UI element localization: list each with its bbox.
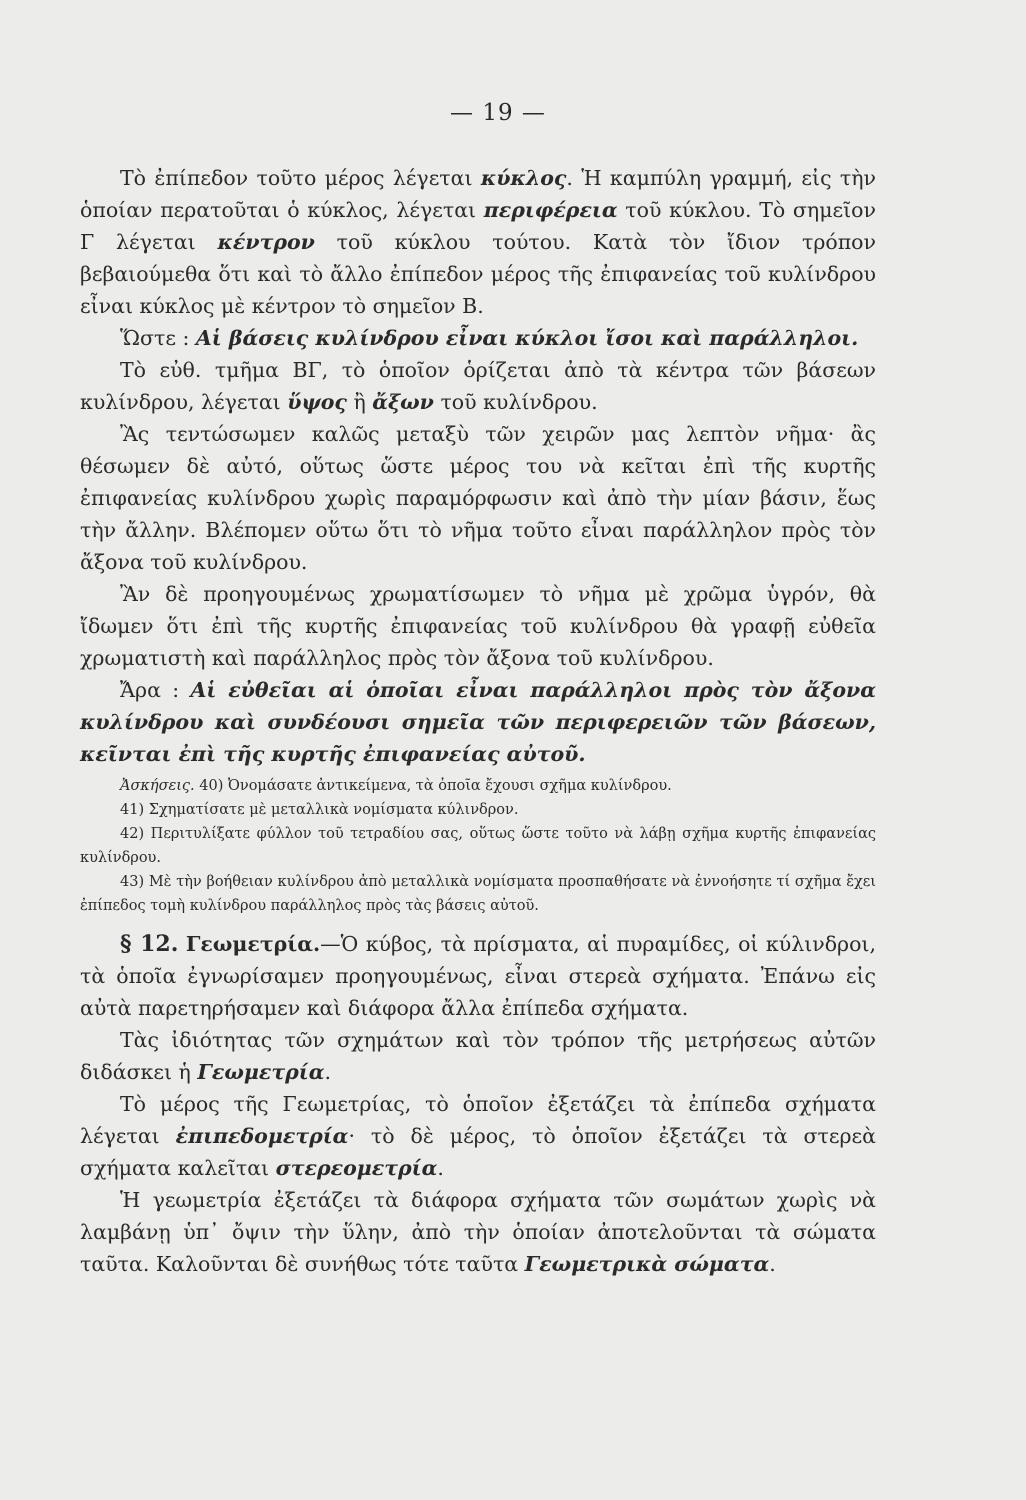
term-kentron: κέντρον [217, 230, 315, 254]
text: Ἂς τεντώσωμεν καλῶς μεταξὺ τῶν χειρῶν μας λεπτὸν νῆμα· ἂς θέσωμεν δὲ αὐτό, οὕτως ὥστε μέρος του νὰ κεῖται ἐπὶ τῆς κυρτῆς ἐπιφανείας κυλίνδρου χωρὶς παραμόρφωσιν καὶ ἀπὸ τὴν μίαν βάσιν, ἕως τὴν ἄλλην. Βλέπομεν οὕτω ὅτι τὸ νῆμα τοῦτο εἶναι παράλληλον πρὸς τὸν ἄξονα τοῦ κυλίνδρου. [80, 422, 876, 574]
term-kyklos: κύκλος [480, 166, 567, 190]
text: . Ἡ καμπύλη γραμμή, εἰς τὴν ὁποίαν περατοῦται ὁ κύκλος, λέγεται [80, 166, 876, 222]
rule-bases: Αἱ βάσεις κυλίνδρου εἶναι κύκλοι ἴσοι καὶ παράλληλοι. [195, 326, 859, 350]
text: Ὥστε : [120, 326, 196, 350]
text: · τὸ δὲ μέρος, τὸ ὁποῖον ἐξετάζει τὰ στερεὰ σχήματα καλεῖται [80, 1124, 876, 1180]
term-geometria: Γεωμετρία [197, 1060, 325, 1084]
text: Τὸ ἐπίπεδον τοῦτο μέρος λέγεται [120, 166, 481, 190]
term-geometrika-somata: Γεωμετρικὰ σώματα [524, 1252, 770, 1276]
exercise-text: 43) Μὲ τὴν βοήθειαν κυλίνδρου ἀπὸ μεταλλικὰ νομίσματα προσπαθήσατε νὰ ἐννοήσητε τί σχῆμα ἔχει ἐπίπεδος τομὴ κυλίνδρου παράλληλος πρὸς τὰς βάσεις αὐτοῦ. [80, 874, 876, 914]
text: ἢ [346, 390, 373, 414]
section-body: —Ὁ κύβος, τὰ πρίσματα, αἱ πυραμίδες, οἱ κύλινδροι, τὰ ὁποῖα ἐγνωρίσαμεν προηγουμένως, εἶναι στερεὰ σχήματα. Ἐπάνω εἰς αὐτὰ παρετηρήσαμεν καὶ διάφορα ἄλλα ἐπίπεδα σχήματα. [80, 932, 876, 1020]
exercises [80, 774, 876, 918]
text: Ἄρα : [120, 678, 191, 702]
exercise-text: 41) Σχηματίσατε μὲ μεταλλικὰ νομίσματα κύλινδρον. [120, 802, 519, 818]
term-axon: ἄξων [372, 390, 434, 414]
text: Ἡ γεωμετρία ἐξετάζει τὰ διάφορα σχήματα τῶν σωμάτων χωρὶς νὰ λαμβάνῃ ὑπ᾿ ὄψιν τὴν ὕλην, ἀπὸ τὴν ὁποίαν ἀποτελοῦνται τὰ σώματα ταῦτα. Καλοῦνται δὲ συνήθως τότε ταῦτα [80, 1188, 876, 1276]
exercise-43 [80, 870, 876, 918]
paragraph-thread [80, 418, 876, 578]
section-geometry [80, 928, 876, 1024]
paragraph-circle [80, 162, 876, 322]
paragraph-colored-thread [80, 578, 876, 674]
text: Τὸ εὐθ. τμῆμα ΒΓ, τὸ ὁποῖον ὁρίζεται ἀπὸ τὰ κέντρα τῶν βάσεων κυλίνδρου, λέγεται [80, 358, 876, 414]
exercises-label: Ἀσκήσεις. [120, 778, 195, 794]
paragraph-bases-rule [80, 322, 876, 354]
text: . [769, 1252, 776, 1276]
text: τοῦ κύκλου τούτου. Κατὰ τὸν ἴδιον τρόπον βεβαιούμεθα ὅτι καὶ τὸ ἄλλο ἐπίπεδον μέρος τῆς ἐπιφανείας τοῦ κυλίνδρου εἶναι κύκλος μὲ κέντρον τὸ σημεῖον Β. [80, 230, 876, 318]
term-periferia: περιφέρεια [483, 198, 618, 222]
text: τοῦ κύκλου. Τὸ σημεῖον Γ λέγεται [80, 198, 876, 254]
paragraph-geometry-def [80, 1024, 876, 1088]
paragraph-axis [80, 354, 876, 418]
text: Τὰς ἰδιότητας τῶν σχημάτων καὶ τὸν τρόπον τῆς μετρήσεως αὐτῶν διδάσκει ἡ [80, 1028, 876, 1084]
text: . [437, 1156, 444, 1180]
text: Τὸ μέρος τῆς Γεωμετρίας, τὸ ὁποῖον ἐξετάζει τὰ ἐπίπεδα σχήματα λέγεται [80, 1092, 876, 1148]
section-number: § 12. [120, 931, 179, 957]
section-title: Γεωμετρία. [185, 932, 321, 956]
text: Ἂν δὲ προηγουμένως χρωματίσωμεν τὸ νῆμα μὲ χρῶμα ὑγρόν, θὰ ἴδωμεν ὅτι ἐπὶ τῆς κυρτῆς ἐπιφανείας τοῦ κυλίνδρου θὰ γραφῇ εὐθεῖα χρωματιστὴ καὶ παράλληλος πρὸς τὸν ἄξονα τοῦ κυλίνδρου. [80, 582, 876, 670]
exercise-41 [80, 798, 876, 822]
paragraph-geometry-parts [80, 1088, 876, 1184]
term-epipedometria: ἐπιπεδομετρία [175, 1124, 349, 1148]
paragraph-lines-rule [80, 674, 876, 770]
rule-lines: Αἱ εὐθεῖαι αἱ ὁποῖαι εἶναι παράλληλοι πρὸς τὸν ἄξονα κυλίνδρου καὶ συνδέουσι σημεῖα τῶν περιφερειῶν τῶν βάσεων, κεῖνται ἐπὶ τῆς κυρτῆς ἐπιφανείας αὐτοῦ. [80, 678, 876, 766]
text: . [324, 1060, 332, 1084]
term-stereometria: στερεομετρία [275, 1156, 438, 1180]
text: τοῦ κυλίνδρου. [433, 390, 598, 414]
paragraph-geometric-bodies [80, 1184, 876, 1280]
exercise-42 [80, 822, 876, 870]
page-number: — 19 — [450, 100, 546, 126]
exercise-text: 42) Περιτυλίξατε φύλλον τοῦ τετραδίου σας, οὕτως ὥστε τοῦτο νὰ λάβῃ σχῆμα κυρτῆς ἐπιφανείας κυλίνδρου. [80, 826, 876, 866]
exercise-text: 40) Ὀνομάσατε ἀντικείμενα, τὰ ὁποῖα ἔχουσι σχῆμα κυλίνδρου. [199, 778, 672, 794]
term-ypsos: ὕψος [287, 390, 347, 414]
exercise-40 [80, 774, 876, 798]
